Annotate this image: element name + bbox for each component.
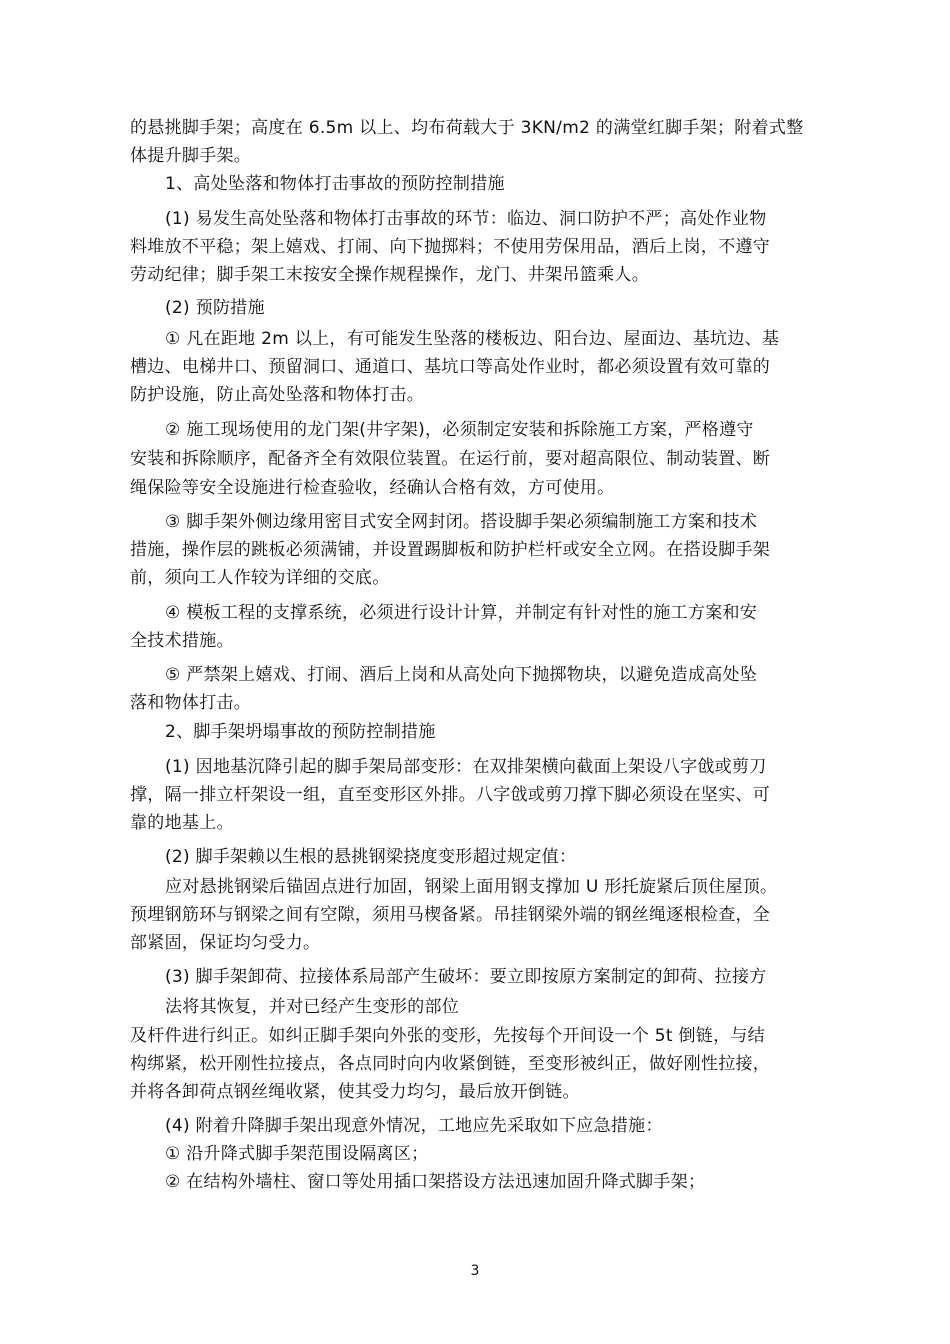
text-line: ⑤ 严禁架上嬉戏、打闹、酒后上岗和从高处向下抛掷物块，以避免造成高处坠 bbox=[165, 665, 758, 685]
text-line: 并将各卸荷点钢丝绳收紧，使其受力均匀，最后放开倒链。 bbox=[130, 1082, 580, 1102]
section-heading: 1、高处坠落和物体打击事故的预防控制措施 bbox=[165, 174, 505, 194]
text-line: ① 沿升降式脚手架范围设隔离区； bbox=[165, 1144, 429, 1164]
text-line: ③ 脚手架外侧边缘用密目式安全网封闭。搭设脚手架必须编制施工方案和技术 bbox=[165, 512, 758, 532]
text-line: ② 施工现场使用的龙门架(井字架)，必须制定安装和拆除施工方案，严格遵守 bbox=[165, 420, 754, 440]
text-line: 构绑紧，松开刚性拉接点，各点同时向内收紧倒链，至变形被纠正，做好刚性拉接， bbox=[130, 1054, 771, 1074]
text-line: 法将其恢复，并对已经产生变形的部位 bbox=[165, 997, 460, 1017]
text-line: ② 在结构外墙柱、窗口等处用插口架搭设方法迅速加固升降式脚手架； bbox=[165, 1172, 706, 1192]
text-line: 措施，操作层的跳板必须满铺，并设置踢脚板和防护栏杆或安全立网。在搭设脚手架 bbox=[130, 540, 771, 560]
text-line: (1) 易发生高处坠落和物体打击事故的环节：临边、洞口防护不严；高处作业物 bbox=[165, 209, 767, 229]
text-line: 劳动纪律；脚手架工末按安全操作规程操作，龙门、井架吊篮乘人。 bbox=[130, 265, 649, 285]
text-line: 全技术措施。 bbox=[130, 631, 234, 651]
text-line: 落和物体打击。 bbox=[130, 693, 252, 713]
subsection-heading: (2) 预防措施 bbox=[165, 298, 265, 318]
text-line: 部紧固，保证均匀受力。 bbox=[130, 933, 321, 953]
text-line: ① 凡在距地 2m 以上，有可能发生坠落的楼板边、阳台边、屋面边、基坑边、基 bbox=[165, 329, 780, 349]
text-line: (3) 脚手架卸荷、拉接体系局部产生破坏：要立即按原方案制定的卸荷、拉接方 bbox=[165, 967, 767, 987]
text-line: 前，须向工人作较为详细的交底。 bbox=[130, 568, 390, 588]
page-number: 3 bbox=[470, 1263, 480, 1279]
text-line: 靠的地基上。 bbox=[130, 813, 234, 833]
text-line: 应对悬挑钢梁后锚固点进行加固，钢梁上面用钢支撑加 U 形托旋紧后顶住屋顶。 bbox=[165, 877, 778, 897]
text-line: 绳保险等安全设施进行检查验收，经确认合格有效，方可使用。 bbox=[130, 478, 615, 498]
text-line: 撑，隔一排立杆架设一组，直至变形区外排。八字戗或剪刀撑下脚必须设在坚实、可 bbox=[130, 785, 771, 805]
text-line: ④ 模板工程的支撑系统，必须进行设计计算，并制定有针对性的施工方案和安 bbox=[165, 603, 758, 623]
text-line: 的悬挑脚手架；高度在 6.5m 以上、均布荷载大于 3KN/m2 的满堂红脚手架；附着式整 bbox=[130, 118, 804, 138]
text-line: 体提升脚手架。 bbox=[130, 146, 252, 166]
section-heading: 2、脚手架坍塌事故的预防控制措施 bbox=[165, 722, 436, 742]
text-line: (1) 因地基沉降引起的脚手架局部变形：在双排架横向截面上架设八字戗或剪刀 bbox=[165, 757, 767, 777]
subsection-heading: (2) 脚手架赖以生根的悬挑钢梁挠度变形超过规定值： bbox=[165, 847, 577, 867]
text-line: 防护设施，防止高处坠落和物体打击。 bbox=[130, 385, 425, 405]
subsection-heading: (4) 附着升降脚手架出现意外情况，工地应先采取如下应急措施： bbox=[165, 1116, 663, 1136]
text-line: 料堆放不平稳；架上嬉戏、打闹、向下抛掷料；不使用劳保用品，酒后上岗，不遵守 bbox=[130, 237, 771, 257]
text-line: 及杆件进行纠正。如纠正脚手架向外张的变形，先按每个开间设一个 5t 倒链，与结 bbox=[130, 1026, 765, 1046]
text-line: 槽边、电梯井口、预留洞口、通道口、基坑口等高处作业时，都必须设置有效可靠的 bbox=[130, 357, 771, 377]
text-line: 预埋钢筋环与钢梁之间有空隙，须用马楔备紧。吊挂钢梁外端的钢丝绳逐根检查，全 bbox=[130, 905, 771, 925]
text-line: 安装和拆除顺序，配备齐全有效限位装置。在运行前，要对超高限位、制动装置、断 bbox=[130, 449, 771, 469]
